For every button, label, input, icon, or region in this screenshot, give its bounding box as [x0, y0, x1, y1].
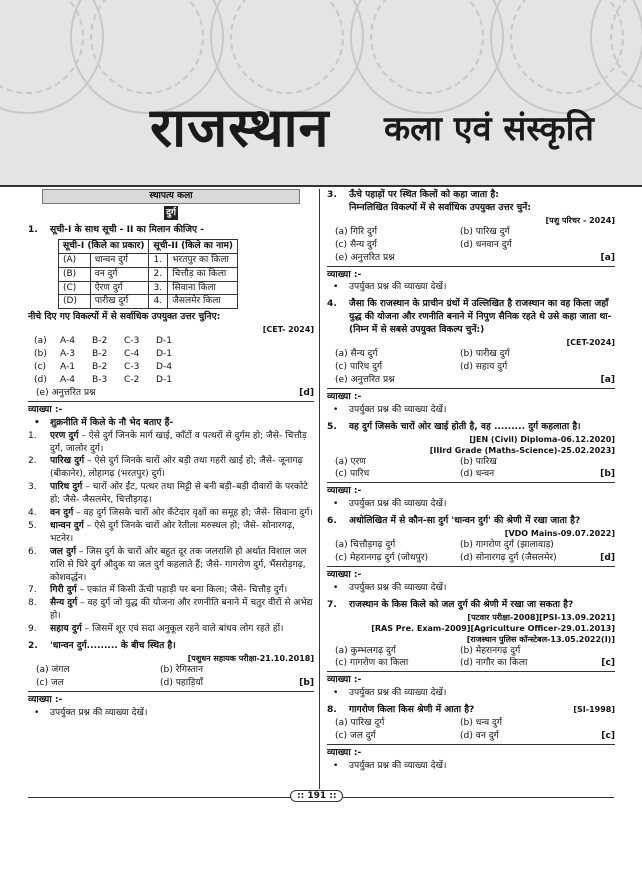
explanation-bullet: • उपर्युक्त प्रश्न की व्याख्या देखें।: [333, 760, 447, 771]
question-source: [CET- 2024]: [262, 325, 314, 335]
book-subtitle: कला एवं संस्कृति: [384, 109, 594, 149]
explanation-item: 3. पारिध दुर्ग – चारों ओर ईंट, पत्थर तथा मिट्टी से बनी बड़ी–बड़ी दीवारों के परकोटे हो; जैसे- जैसलमेर, चित्तौड़गढ़।: [28, 482, 308, 506]
question-source: [राजस्थान पुलिस कॉन्स्टेबल-13.05.2022(I)]: [466, 634, 615, 644]
option-b: (b) A-3 B-2 C-4 D-1: [34, 349, 173, 360]
question-7: 7. राजस्थान के किस किले को जल दुर्ग की श्रेणी में रखा जा सकता है?: [327, 599, 574, 610]
option-e: (e) अनुत्तरित प्रश्न [a]: [335, 252, 615, 263]
options: (a) सैन्य दुर्ग (b) पारीख दुर्ग (c) पारिध दुर्ग (d) सहाय दुर्ग: [335, 349, 510, 372]
question-source: [CET-2024]: [566, 338, 615, 348]
explanation-bullet: • शुक्रनीति में किले के नौ भेद बताए हैं-: [34, 417, 174, 428]
question-3: 3. ऊँचे पहाड़ों पर स्थित किलों को कहा जाता है:: [327, 190, 499, 200]
question-source: [RAS Pre. Exam-2009][Agriculture Officer-29.01.2013]: [371, 623, 615, 633]
answer-key: [a]: [600, 252, 615, 263]
explanation-bullet: • उपर्युक्त प्रश्न की व्याख्या देखें।: [333, 688, 447, 699]
option-e: (e) अनुत्तरित प्रश्न [d]: [36, 387, 314, 398]
options: (a) चित्तौड़गढ़ दुर्ग (b) गागरोण दुर्ग (झालावाड़) (c) मेहरानगढ़ दुर्ग (जोधपुर) (d) सोनारगढ़ दुर्ग (जैसलमेर) [d]: [335, 540, 615, 563]
divider: [327, 388, 615, 389]
divider: [327, 266, 615, 267]
explanation-item: 4. वन दुर्ग – वह दुर्ग जिसके चारों ओर कँटेदार वृक्षों का समूह हो; जैसे- सिवाना दुर्ग।: [28, 508, 313, 519]
explanation-item: 6. जल दुर्ग – जिस दुर्ग के चारों ओर बहुत दूर तक जलराशि हो अर्थात विशाल जल राशि से घिरे दुर्ग औदुक या जल दुर्ग कहलाते हैं; जैसे- गागरोण दुर्ग, भैंसरोड़गढ़, कोशवर्द्धन।: [28, 546, 307, 583]
answer-key: [b]: [600, 469, 615, 480]
explanation-heading: व्याख्या :-: [327, 569, 362, 580]
options: (a) पारिख दुर्ग (b) धन्व दुर्ग (c) जल दुर्ग (d) वन दुर्ग [c]: [335, 718, 615, 741]
section-title: स्थापत्य कला: [42, 189, 300, 204]
explanation-item: 9. सहाय दुर्ग – जिसमें शूर एवं सदा अनुकूल रहने वाले बांधव लोग रहते हों।: [28, 624, 284, 635]
divider: [327, 482, 615, 483]
answer-key: [c]: [601, 658, 615, 669]
question-5: 5. वह दुर्ग जिसके चारों ओर खाई होती है, वह ......... दुर्ग कहलाता है।: [327, 421, 581, 432]
question-instruction: निम्नलिखित विकल्पों में से सर्वाधिक उपयुक्त उत्तर चुनें:: [349, 202, 531, 213]
explanation-bullet: • उपर्युक्त प्रश्न की व्याख्या देखें।: [333, 282, 447, 293]
header-banner: [0, 0, 642, 186]
header-rule: [0, 185, 642, 187]
explanation-bullet: • उपर्युक्त प्रश्न की व्याख्या देखें।: [333, 499, 447, 510]
explanation-heading: व्याख्या :-: [327, 269, 362, 280]
explanation-item: 2. पारिख दुर्ग – ऐसे दुर्ग जिनके चारों ओर बड़ी तथा गहरी खाई हो; जैसे- जूनागढ़ (बीकानेर), लोहागढ़ (भरतपुर) दुर्ग।: [28, 456, 303, 480]
question-8: 8. गागरोण किला किस श्रेणी में आता है? [SI-1998]: [327, 705, 615, 716]
option-a: (a) A-4 B-2 C-3 D-1: [34, 336, 173, 347]
divider: [327, 671, 615, 672]
answer-key: [a]: [600, 374, 615, 385]
fort-icon: दुर्ग: [164, 206, 178, 220]
question-source: [JEN (Civil) Diploma-06.12.2020]: [469, 434, 615, 444]
page-number: :: 191 ::: [290, 790, 343, 802]
explanation-item: 8. सैन्य दुर्ग – वह दुर्ग जो युद्ध की योजना और रणनीति बनाने में चतुर वीरों से अभेद्य हो।: [28, 598, 313, 622]
divider: [327, 744, 615, 745]
question-source: [पटवार परीक्षा-2008][PSI-13.09.2021]: [467, 612, 615, 622]
answer-key: [d]: [299, 387, 314, 398]
explanation-item: 1. एरण दुर्ग – ऐसे दुर्ग जिनके मार्ग खाई, काँटों व पत्थरों से दुर्गम हो; जैसे- चित्तौड़ दुर्ग, जालोर दुर्ग।: [28, 430, 307, 454]
options: (a) गिरि दुर्ग (b) पारिख दुर्ग (c) सैन्य दुर्ग (d) धनवान दुर्ग: [335, 226, 512, 250]
explanation-heading: व्याख्या :-: [327, 747, 362, 758]
answer-key: [c]: [601, 731, 615, 741]
mandala-decoration: [350, 0, 504, 114]
question-4: 4. जैसा कि राजस्थान के प्राचीन ग्रंथों में उल्लिखित है राजस्थान का वह किला जहाँ युद्ध की योजना और रणनीति बनाने में निपुण सैनिक रहते थे उसे कहा जाता था- (निम्न में से सबसे उपयुक्त विकल्प चुनें:): [327, 299, 612, 336]
option-e: (e) अनुत्तरित प्रश्न [a]: [335, 374, 615, 385]
table-row: (D) पारीख दुर्ग 4. जैसलमेर किला: [59, 295, 238, 309]
question-source: [पशु परिचर - 2024]: [545, 215, 615, 225]
column-divider: [319, 189, 320, 789]
right-column: [327, 189, 615, 773]
explanation-heading: व्याख्या :-: [327, 675, 362, 686]
divider: [28, 691, 314, 692]
explanation-bullet: • उपर्युक्त प्रश्न की व्याख्या देखें।: [333, 582, 447, 593]
explanation-heading: व्याख्या :-: [28, 694, 63, 705]
options: (a) कुम्भलगढ़ दुर्ग (b) मेहरानगढ़ दुर्ग (c) गागरोण का किला (d) नागौर का किला [c]: [335, 645, 615, 669]
answer-key: [d]: [600, 552, 615, 563]
question-source: [पशुधन सहायक परीक्षा-21.10.2018]: [187, 654, 314, 663]
question-instruction: नीचे दिए गए विकल्पों में से सर्वाधिक उपयुक्त उत्तर चुनिए:: [28, 312, 221, 323]
option-d: (d) A-4 B-3 C-2 D-1: [34, 374, 173, 385]
match-table: सूची-I (किले का प्रकार) सूची-II (किले का नाम) (A) धान्वन दुर्ग 1. भरतपुर का किला (B) वन दुर्ग 2. चित्तौड़ का किला (C) ऐरण दुर्ग 3. सिवाना किला (D) पारीख दुर्ग 4. जैसलमेर किला: [58, 239, 238, 310]
answer-key: [b]: [299, 677, 314, 688]
question-6: 6. अधोलिखित में से कौन-सा दुर्ग 'धान्वन दुर्ग' की श्रेणी में रखा जाता है?: [327, 516, 581, 527]
explanation-heading: व्याख्या :-: [327, 391, 362, 402]
question-source: [IIIrd Grade (Maths-Science)-25.02.2023]: [429, 445, 615, 455]
option-c: (c) A-1 B-2 C-3 D-4: [34, 362, 173, 373]
book-title: राजस्थान: [150, 95, 330, 159]
question-2: 2. 'धान्वन दुर्ग......... के बीच स्थित है।: [28, 641, 176, 652]
options: (a) एरण (b) पारिख (c) पारिध (d) धन्वन [b]: [335, 456, 615, 480]
question-source: [VDO Mains-09.07.2022]: [504, 529, 615, 539]
explanation-heading: व्याख्या :-: [28, 404, 63, 415]
explanation-item: 7. गिरी दुर्ग – एकांत में किसी ऊँची पहाड़ी पर बना किला; जैसे- चित्तौड़ दुर्ग।: [28, 585, 288, 596]
explanation-heading: व्याख्या :-: [327, 486, 362, 497]
explanation-bullet: • उपर्युक्त प्रश्न की व्याख्या देखें।: [34, 707, 148, 718]
left-column: [28, 189, 314, 720]
question-source: [SI-1998]: [573, 705, 615, 715]
table-row: (C) ऐरण दुर्ग 3. सिवाना किला: [59, 281, 238, 295]
table-row: (B) वन दुर्ग 2. चित्तौड़ का किला: [59, 267, 238, 281]
options: (a) जंगल (b) रेगिस्तान (c) जल (d) पहाड़ियाँ [b]: [36, 665, 314, 688]
divider: [28, 401, 314, 402]
question-1: 1. सूची-I के साथ सूची - II का मिलान कीजिए -: [28, 224, 204, 235]
divider: [327, 566, 615, 567]
table-row: (A) धान्वन दुर्ग 1. भरतपुर का किला: [59, 253, 238, 267]
explanation-bullet: • उपर्युक्त प्रश्न की व्याख्या देखें।: [333, 404, 447, 415]
explanation-item: 5. धान्वन दुर्ग – ऐसे दुर्ग जिनके चारों ओर रेतीला मरुस्थल हो; जैसे- सोनारगढ़, भटनेर।: [28, 520, 295, 544]
